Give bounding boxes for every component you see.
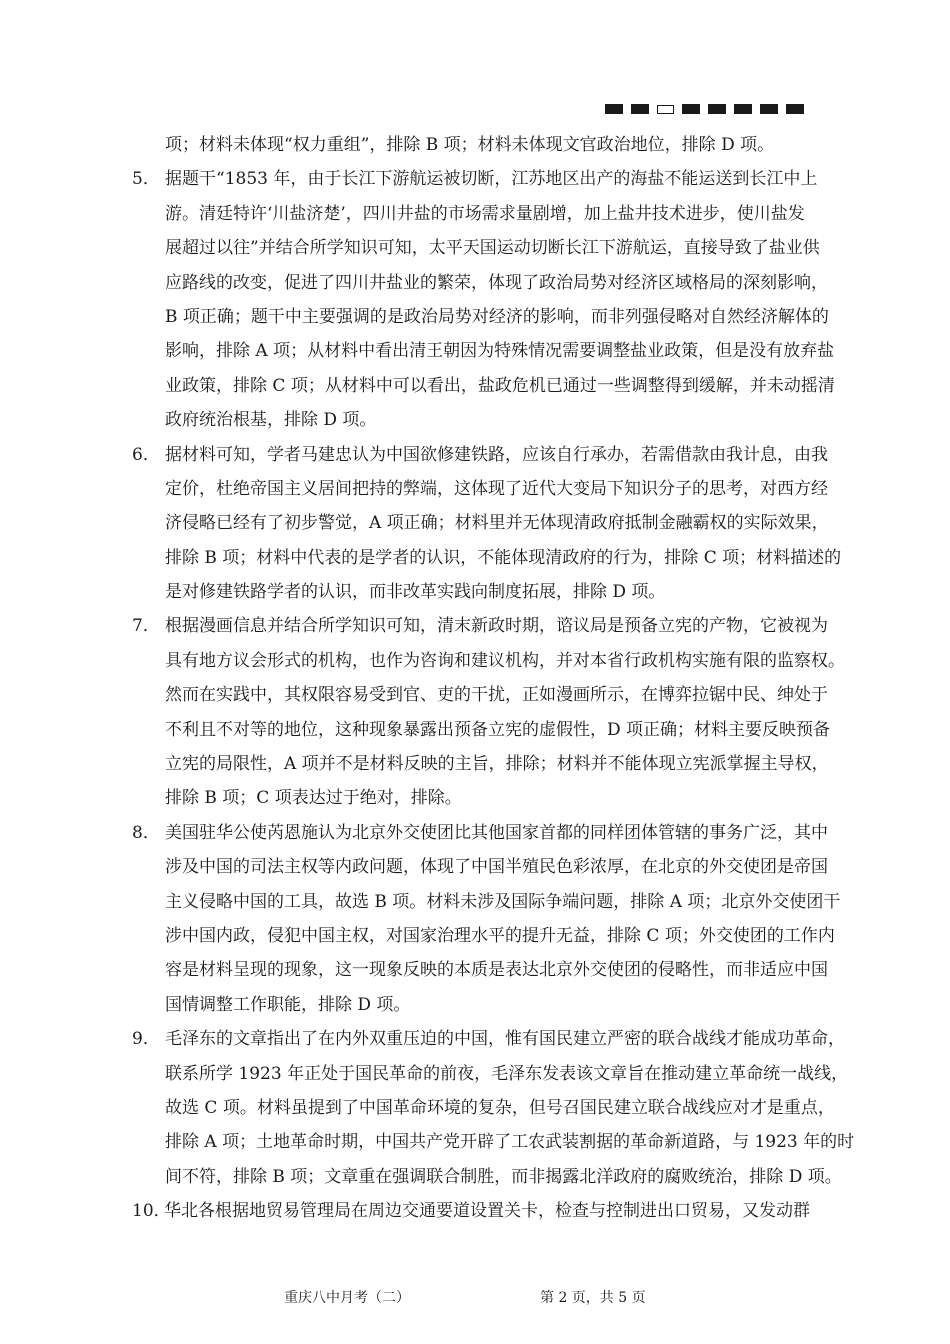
text-line (132, 506, 829, 540)
question-number: 5． (132, 169, 160, 190)
header-mark (734, 104, 752, 114)
text-line (132, 300, 829, 334)
line-text: 定价，杜绝帝国主义居间把持的弊端，这体现了近代大变局下知识分子的思考，对西方经 (165, 478, 828, 499)
line-text: 业政策，排除 C 项；从材料中可以看出，盐政危机已通过一些调整得到缓解，并未动摇清 (165, 375, 835, 396)
question-start-line (132, 816, 828, 850)
text-line (132, 988, 820, 1022)
text-line (132, 953, 828, 987)
header-mark-hollow (657, 105, 674, 114)
text-line (132, 850, 828, 884)
question-start-line (132, 609, 828, 643)
text-line (132, 369, 835, 403)
question-start-line (132, 438, 828, 472)
question-number: 10． (132, 1201, 171, 1222)
answer-explanations (132, 128, 855, 1229)
text-line (132, 403, 820, 437)
line-text: 间不符，排除 B 项；文章重在强调联合制胜，而非揭露北洋政府的腐败统治，排除 D 项。 (165, 1166, 842, 1187)
line-text: 根据漫画信息并结合所学知识可知，清末新政时期，谘议局是预备立宪的产物，它被视为 (165, 616, 828, 637)
line-text: 不利且不对等的地位，这种现象暴露出预备立宪的虚假性，D 项正确；材料主要反映预备 (165, 719, 831, 740)
question-number: 6． (132, 444, 160, 465)
text-line (132, 678, 828, 712)
header-mark (631, 104, 649, 114)
line-text: 毛泽东的文章指出了在内外双重压迫的中国，惟有国民建立严密的联合战线才能成功革命， (165, 1029, 845, 1050)
exam-name: 重庆八中月考（二） (284, 1290, 410, 1306)
line-text: 具有地方议会形式的机构，也作为咨询和建议机构，并对本省行政机构实施有限的监察权。 (165, 650, 845, 671)
question-number: 9． (132, 1029, 160, 1050)
line-text: 项；材料未体现“权力重组”，排除 B 项；材料未体现文官政治地位，排除 D 项。 (165, 135, 775, 155)
header-mark (760, 104, 778, 114)
text-line (132, 885, 841, 919)
text-line (132, 472, 828, 506)
line-text: B 项正确；题干中主要强调的是政治局势对经济的影响，而非列强侵略对自然经济解体的 (165, 306, 829, 327)
line-text: 涉及中国的司法主权等内政问题，体现了中国半殖民色彩浓厚，在北京的外交使团是帝国 (165, 857, 828, 878)
header-mark (786, 104, 804, 114)
line-text: 美国驻华公使芮恩施认为北京外交使团比其他国家首都的同样团体管辖的事务广泛，其中 (165, 822, 828, 843)
line-text: 排除 B 项；C 项表达过于绝对，排除。 (165, 788, 462, 809)
line-text: 据题干“1853 年，由于长江下游航运被切断，江苏地区出产的海盐不能运送到长江中上 (165, 169, 818, 190)
text-line (132, 575, 820, 609)
text-line (132, 128, 820, 162)
question-number: 7． (132, 616, 160, 637)
line-text: 展超过以往”并结合所学知识可知，太平天国运动切断长江下游航运，直接导致了盐业供 (165, 238, 820, 259)
text-line (132, 541, 842, 575)
line-text: 影响，排除 A 项；从材料中看出清王朝因为特殊情况需要调整盐业政策，但是没有放弃盐 (165, 341, 835, 362)
text-line (132, 1091, 835, 1125)
line-text: 排除 B 项；材料中代表的是学者的认识，不能体现清政府的行为，排除 C 项；材料描述的 (165, 547, 842, 568)
line-text: 游。清廷特许‘川盐济楚’，四川井盐的市场需求量剧增，加上盐井技术进步，使川盐发 (165, 203, 805, 224)
question-start-line (132, 1194, 820, 1228)
header-mark (682, 104, 700, 114)
text-line (132, 334, 835, 368)
line-text: 据材料可知，学者马建忠认为中国欲修建铁路，应该自行承办，若需借款由我计息，由我 (165, 444, 828, 465)
line-text: 立宪的局限性，A 项并不是材料反映的主旨，排除；材料并不能体现立宪派掌握主导权， (165, 754, 829, 775)
line-text: 然而在实践中，其权限容易受到官、吏的干扰，正如漫画所示，在博弈拉锯中民、绅处于 (165, 685, 828, 706)
line-text: 容是材料呈现的现象，这一现象反映的本质是表达北京外交使团的侵略性，而非适应中国 (165, 960, 828, 981)
text-line (132, 1125, 855, 1159)
text-line (132, 231, 820, 265)
line-text: 是对修建铁路学者的认识，而非改革实践向制度拓展，排除 D 项。 (165, 582, 666, 603)
question-start-line (132, 1022, 845, 1056)
text-line (132, 266, 828, 300)
question-start-line (132, 162, 820, 196)
line-text: 济侵略已经有了初步警觉，A 项正确；材料里并无体现清政府抵制金融霸权的实际效果， (165, 513, 829, 534)
line-text: 排除 A 项；土地革命时期，中国共产党开辟了工农武装割据的革命新道路，与 1923 年的时 (165, 1132, 855, 1153)
page-number: 第 2 页，共 5 页 (540, 1290, 646, 1306)
header-mark (708, 104, 726, 114)
line-text: 应路线的改变，促进了四川井盐业的繁荣，体现了政治局势对经济区域格局的深刻影响， (165, 272, 828, 293)
line-text: 涉中国内政，侵犯中国主权，对国家治理水平的提升无益，排除 C 项；外交使团的工作内 (165, 925, 835, 946)
line-text: 故选 C 项。材料虽提到了中国革命环境的复杂，但号召国民建立联合战线应对才是重点， (165, 1097, 835, 1118)
text-line (132, 713, 831, 747)
header-mark (605, 104, 623, 114)
text-line (132, 1057, 849, 1091)
line-text: 主义侵略中国的工具，故选 B 项。材料未涉及国际争端问题，排除 A 项；北京外交使团干 (165, 891, 841, 912)
header-marks (605, 104, 804, 114)
line-text: 华北各根据地贸易管理局在周边交通要道设置关卡，检查与控制进出口贸易，又发动群 (164, 1201, 810, 1222)
text-line (132, 644, 845, 678)
text-line (132, 197, 820, 231)
line-text: 联系所学 1923 年正处于国民革命的前夜，毛泽东发表该文章旨在推动建立革命统一战线， (165, 1063, 849, 1084)
line-text: 国情调整工作职能，排除 D 项。 (165, 994, 411, 1015)
text-line (132, 919, 835, 953)
text-line (132, 1160, 842, 1194)
text-line (132, 747, 829, 781)
text-line (132, 781, 820, 815)
question-number: 8． (132, 822, 160, 843)
line-text: 政府统治根基，排除 D 项。 (165, 410, 377, 431)
